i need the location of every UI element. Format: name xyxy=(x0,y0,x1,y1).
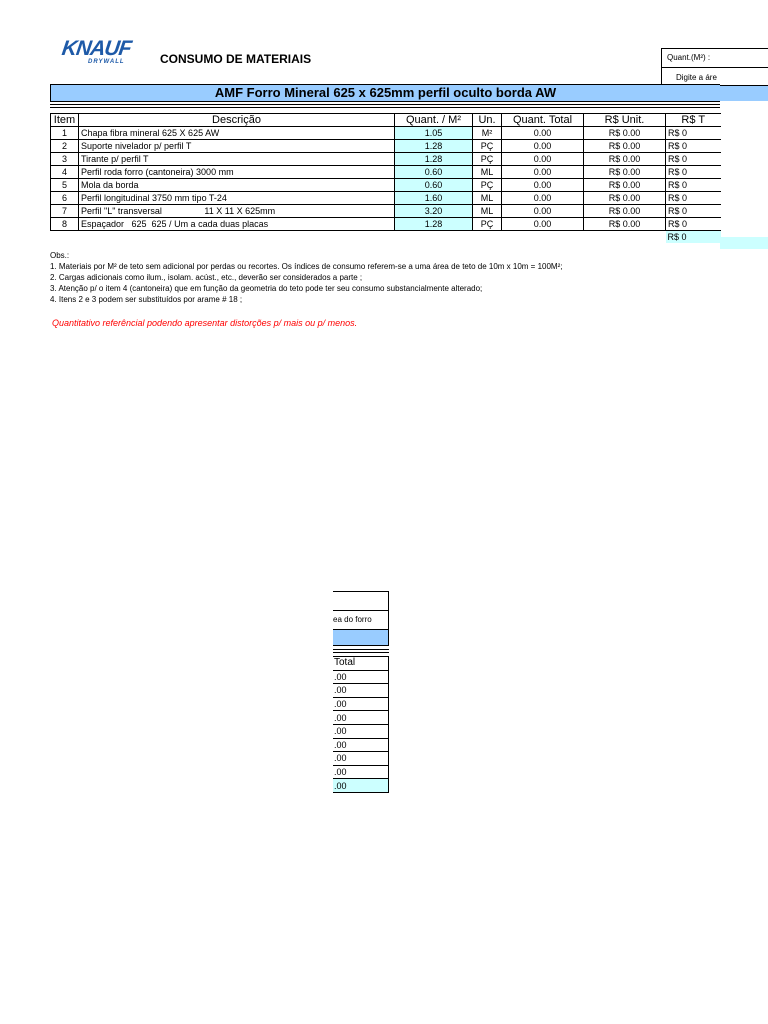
cell-quant[interactable]: 1.28 xyxy=(395,218,473,231)
cell-quant[interactable]: 0.60 xyxy=(395,166,473,179)
cell-quant[interactable]: 1.60 xyxy=(395,192,473,205)
cell-total: 0.00 xyxy=(502,140,584,153)
cell-quant[interactable]: 1.05 xyxy=(395,127,473,140)
table-row xyxy=(51,153,721,166)
cell-descricao: Chapa fibra mineral 625 X 625 AW xyxy=(79,127,395,140)
obs-line: 3. Atenção p/ o item 4 (cantoneira) que em função da geometria do teto pode ter seu consumo substancialmente alterado; xyxy=(50,284,483,293)
cell-descricao: Mola da borda xyxy=(79,179,395,192)
header-quant-m2: Quant. / M² xyxy=(395,114,473,127)
table-row xyxy=(51,127,721,140)
fragment-area-text: ea do forro xyxy=(333,610,389,629)
obs-label: Obs.: xyxy=(50,251,70,260)
header-quant-total: Quant. Total xyxy=(502,114,584,127)
obs-line: 1. Materiais por M² de teto sem adicional por perdas ou recortes. Os índices de consumo referem-se a uma área de teto de 10m x 10m = 100M²; xyxy=(50,262,563,271)
quantity-box xyxy=(661,48,768,86)
cell-unit-price[interactable]: R$ 0.00 xyxy=(584,127,666,140)
cell-unit-price[interactable]: R$ 0.00 xyxy=(584,140,666,153)
logo-sub-text: DRYWALL xyxy=(88,59,125,65)
cell-quant[interactable]: 0.60 xyxy=(395,179,473,192)
divider-line xyxy=(50,104,720,105)
obs-line: 4. Itens 2 e 3 podem ser substituídos por arame # 18 ; xyxy=(50,295,243,304)
header-un: Un. xyxy=(473,114,502,127)
cell-row-total: R$ 0 xyxy=(666,179,721,192)
cell-un: PÇ xyxy=(473,218,502,231)
fragment-header: Total xyxy=(333,657,388,671)
table-row xyxy=(51,218,721,231)
cell-unit-price[interactable]: R$ 0.00 xyxy=(584,179,666,192)
cell-descricao: Tirante p/ perfil T xyxy=(79,153,395,166)
table-row xyxy=(51,192,721,205)
obs-line: 2. Cargas adicionais como ilum., isolam. acúst., etc., deverão ser considerados a parte ; xyxy=(50,273,363,282)
cell-total: 0.00 xyxy=(502,205,584,218)
cell-un: PÇ xyxy=(473,153,502,166)
cell-total: 0.00 xyxy=(502,192,584,205)
header-item: Item xyxy=(51,114,79,127)
document-title: CONSUMO DE MATERIAIS xyxy=(160,52,312,66)
materials-table xyxy=(50,113,721,243)
cell-un: PÇ xyxy=(473,140,502,153)
cell-item: 2 xyxy=(51,140,79,153)
logo-brand-text: KNAUF xyxy=(60,37,133,60)
quantity-label: Quant.(M²) : xyxy=(662,49,768,68)
cell-unit-price[interactable]: R$ 0.00 xyxy=(584,153,666,166)
fragment-quant-cell xyxy=(333,591,389,611)
fragment-table xyxy=(333,656,389,793)
cell-item: 7 xyxy=(51,205,79,218)
cell-total: 0.00 xyxy=(502,218,584,231)
cell-row-total: R$ 0 xyxy=(666,140,721,153)
table-row xyxy=(51,179,721,192)
knauf-logo xyxy=(60,37,133,72)
cell-row-total: R$ 0 xyxy=(666,166,721,179)
cell-row-total: R$ 0 xyxy=(666,205,721,218)
cell-un: ML xyxy=(473,166,502,179)
cell-unit-price[interactable]: R$ 0.00 xyxy=(584,166,666,179)
fragment-value: .00 xyxy=(333,684,388,698)
cell-quant[interactable]: 3.20 xyxy=(395,205,473,218)
header-rs-unit: R$ Unit. xyxy=(584,114,666,127)
header-descricao: Descrição xyxy=(79,114,395,127)
cell-descricao: Perfil "L" transversal 11 X 11 X 625mm xyxy=(79,205,395,218)
area-input-hint[interactable]: Digite a áre xyxy=(676,73,717,82)
header-rs-total: R$ T xyxy=(666,114,721,127)
cell-un: PÇ xyxy=(473,179,502,192)
cell-row-total: R$ 0 xyxy=(666,127,721,140)
fragment-value: .00 xyxy=(333,670,388,684)
product-title-bar: AMF Forro Mineral 625 x 625mm perfil oculto borda AW xyxy=(50,84,720,102)
table-row xyxy=(51,140,721,153)
observations xyxy=(50,250,720,305)
fragment-title-fill xyxy=(333,629,389,646)
cell-item: 1 xyxy=(51,127,79,140)
fragment-value: .00 xyxy=(333,697,388,711)
cell-unit-price[interactable]: R$ 0.00 xyxy=(584,218,666,231)
table-row xyxy=(51,205,721,218)
cell-item: 6 xyxy=(51,192,79,205)
fragment-value: .00 xyxy=(333,752,388,766)
grand-total: R$ 0 xyxy=(666,231,721,244)
cell-total: 0.00 xyxy=(502,179,584,192)
table-header-row xyxy=(51,114,721,127)
fragment-total: .00 xyxy=(333,779,388,793)
cell-row-total: R$ 0 xyxy=(666,153,721,166)
fragment-divider xyxy=(333,652,389,653)
table-total-row xyxy=(51,231,721,244)
cell-unit-price[interactable]: R$ 0.00 xyxy=(584,205,666,218)
table-row xyxy=(51,166,721,179)
fragment-value: .00 xyxy=(333,765,388,779)
cell-descricao: Perfil roda forro (cantoneira) 3000 mm xyxy=(79,166,395,179)
fragment-value: .00 xyxy=(333,738,388,752)
fragment-value: .00 xyxy=(333,711,388,725)
cell-descricao: Perfil longitudinal 3750 mm tipo T-24 xyxy=(79,192,395,205)
cell-item: 4 xyxy=(51,166,79,179)
cell-total: 0.00 xyxy=(502,153,584,166)
warning-text: Quantitativo referêncial podendo apresentar distorções p/ mais ou p/ menos. xyxy=(52,318,358,328)
cell-un: ML xyxy=(473,192,502,205)
cell-descricao: Espaçador 625 625 / Um a cada duas placas xyxy=(79,218,395,231)
cell-un: ML xyxy=(473,205,502,218)
cell-quant[interactable]: 1.28 xyxy=(395,153,473,166)
cell-total: 0.00 xyxy=(502,166,584,179)
cell-item: 3 xyxy=(51,153,79,166)
cell-quant[interactable]: 1.28 xyxy=(395,140,473,153)
cell-unit-price[interactable]: R$ 0.00 xyxy=(584,192,666,205)
quantity-input-cell[interactable] xyxy=(720,86,768,101)
fragment-value: .00 xyxy=(333,724,388,738)
cell-row-total: R$ 0 xyxy=(666,218,721,231)
cell-un: M² xyxy=(473,127,502,140)
cell-row-total: R$ 0 xyxy=(666,192,721,205)
cell-item: 5 xyxy=(51,179,79,192)
cell-item: 8 xyxy=(51,218,79,231)
divider-line xyxy=(50,107,720,108)
cell-descricao: Suporte nivelador p/ perfil T xyxy=(79,140,395,153)
grand-total-strip xyxy=(720,237,768,249)
fragment-divider xyxy=(333,649,389,650)
cell-total: 0.00 xyxy=(502,127,584,140)
